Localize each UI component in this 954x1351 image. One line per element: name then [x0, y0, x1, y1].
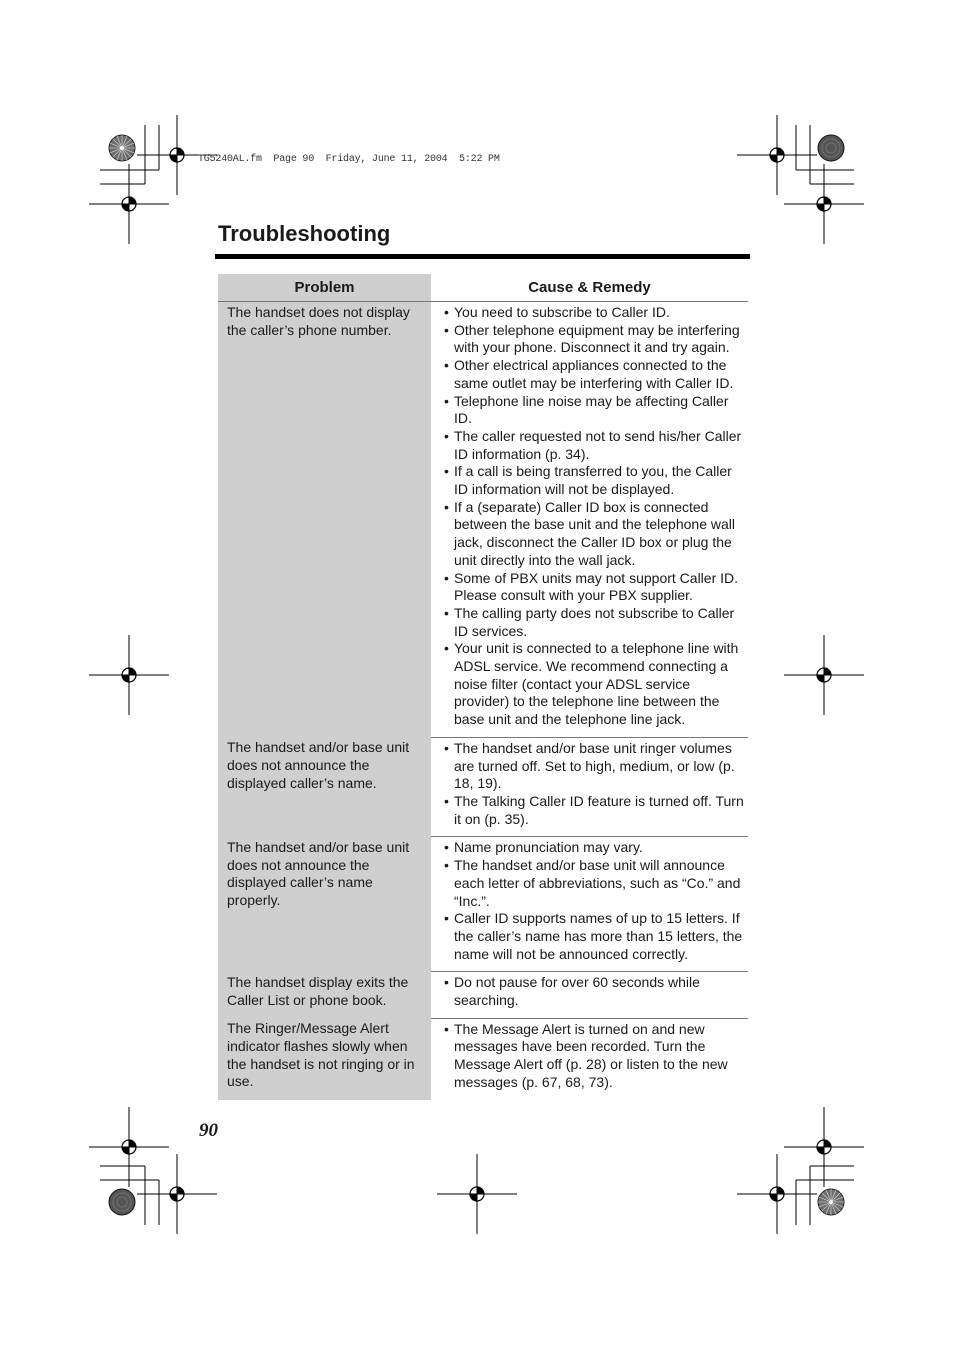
list-item: • Do not pause for over 60 seconds while searching. — [439, 974, 744, 1009]
cause-list — [439, 839, 744, 963]
list-item: • The Talking Caller ID feature is turned off. Turn it on (p. 35). — [439, 793, 744, 828]
troubleshooting-table — [218, 274, 748, 1100]
list-item: • Telephone line noise may be affecting Caller ID. — [439, 393, 744, 428]
title-underline — [215, 254, 750, 259]
table-row — [218, 837, 748, 972]
problem-cell: The handset and/or base unit does not announce the displayed caller’s name. — [218, 737, 431, 837]
problem-cell: The handset display exits the Caller List or phone book. — [218, 972, 431, 1018]
list-item: • Your unit is connected to a telephone line with ADSL service. We recommend connecting a noise filter (contact your ADSL service provider) to the telephone line between the base unit and the telephone line jack. — [439, 640, 744, 729]
cause-list — [439, 974, 744, 1009]
file-info-header: TG5240AL.fm Page 90 Friday, June 11, 2004 5:22 PM — [198, 154, 500, 165]
cause-cell — [431, 302, 748, 738]
table-row — [218, 1018, 748, 1099]
list-item: • The calling party does not subscribe to Caller ID services. — [439, 605, 744, 640]
table-row — [218, 972, 748, 1018]
list-item: • If a (separate) Caller ID box is connected between the base unit and the telephone wall jack, disconnect the Caller ID box or plug the unit directly into the wall jack. — [439, 499, 744, 570]
cause-list — [439, 1021, 744, 1092]
list-item: • You need to subscribe to Caller ID. — [439, 304, 744, 322]
list-item: • The caller requested not to send his/her Caller ID information (p. 34). — [439, 428, 744, 463]
cause-cell — [431, 1018, 748, 1099]
cause-cell — [431, 837, 748, 972]
list-item: • The handset and/or base unit will announce each letter of abbreviations, such as “Co.” and “Inc.”. — [439, 857, 744, 910]
page-title: Troubleshooting — [218, 221, 391, 246]
cause-cell — [431, 972, 748, 1018]
list-item: • Caller ID supports names of up to 15 letters. If the caller’s name has more than 15 letters, the name will not be announced correctly. — [439, 910, 744, 963]
cause-list — [439, 740, 744, 829]
problem-cell: The Ringer/Message Alert indicator flashes slowly when the handset is not ringing or in use. — [218, 1018, 431, 1099]
table-row — [218, 302, 748, 738]
list-item: • Other telephone equipment may be interfering with your phone. Disconnect it and try again. — [439, 322, 744, 357]
problem-cell: The handset and/or base unit does not announce the displayed caller’s name properly. — [218, 837, 431, 972]
list-item: • Some of PBX units may not support Caller ID. Please consult with your PBX supplier. — [439, 570, 744, 605]
list-item: • Other electrical appliances connected to the same outlet may be interfering with Caller ID. — [439, 357, 744, 392]
header-problem: Problem — [218, 274, 431, 302]
list-item: • If a call is being transferred to you, the Caller ID information will not be displayed. — [439, 463, 744, 498]
cause-list — [439, 304, 744, 729]
list-item: • The Message Alert is turned on and new messages have been recorded. Turn the Message Alert off (p. 28) or listen to the new messages (p. 67, 68, 73). — [439, 1021, 744, 1092]
header-cause-remedy: Cause & Remedy — [431, 274, 748, 302]
table-row — [218, 737, 748, 837]
problem-cell: The handset does not display the caller’s phone number. — [218, 302, 431, 738]
list-item: • Name pronunciation may vary. — [439, 839, 744, 857]
page-number: 90 — [199, 1120, 218, 1141]
cause-cell — [431, 737, 748, 837]
list-item: • The handset and/or base unit ringer volumes are turned off. Set to high, medium, or low (p. 18, 19). — [439, 740, 744, 793]
table-header-row — [218, 274, 748, 302]
